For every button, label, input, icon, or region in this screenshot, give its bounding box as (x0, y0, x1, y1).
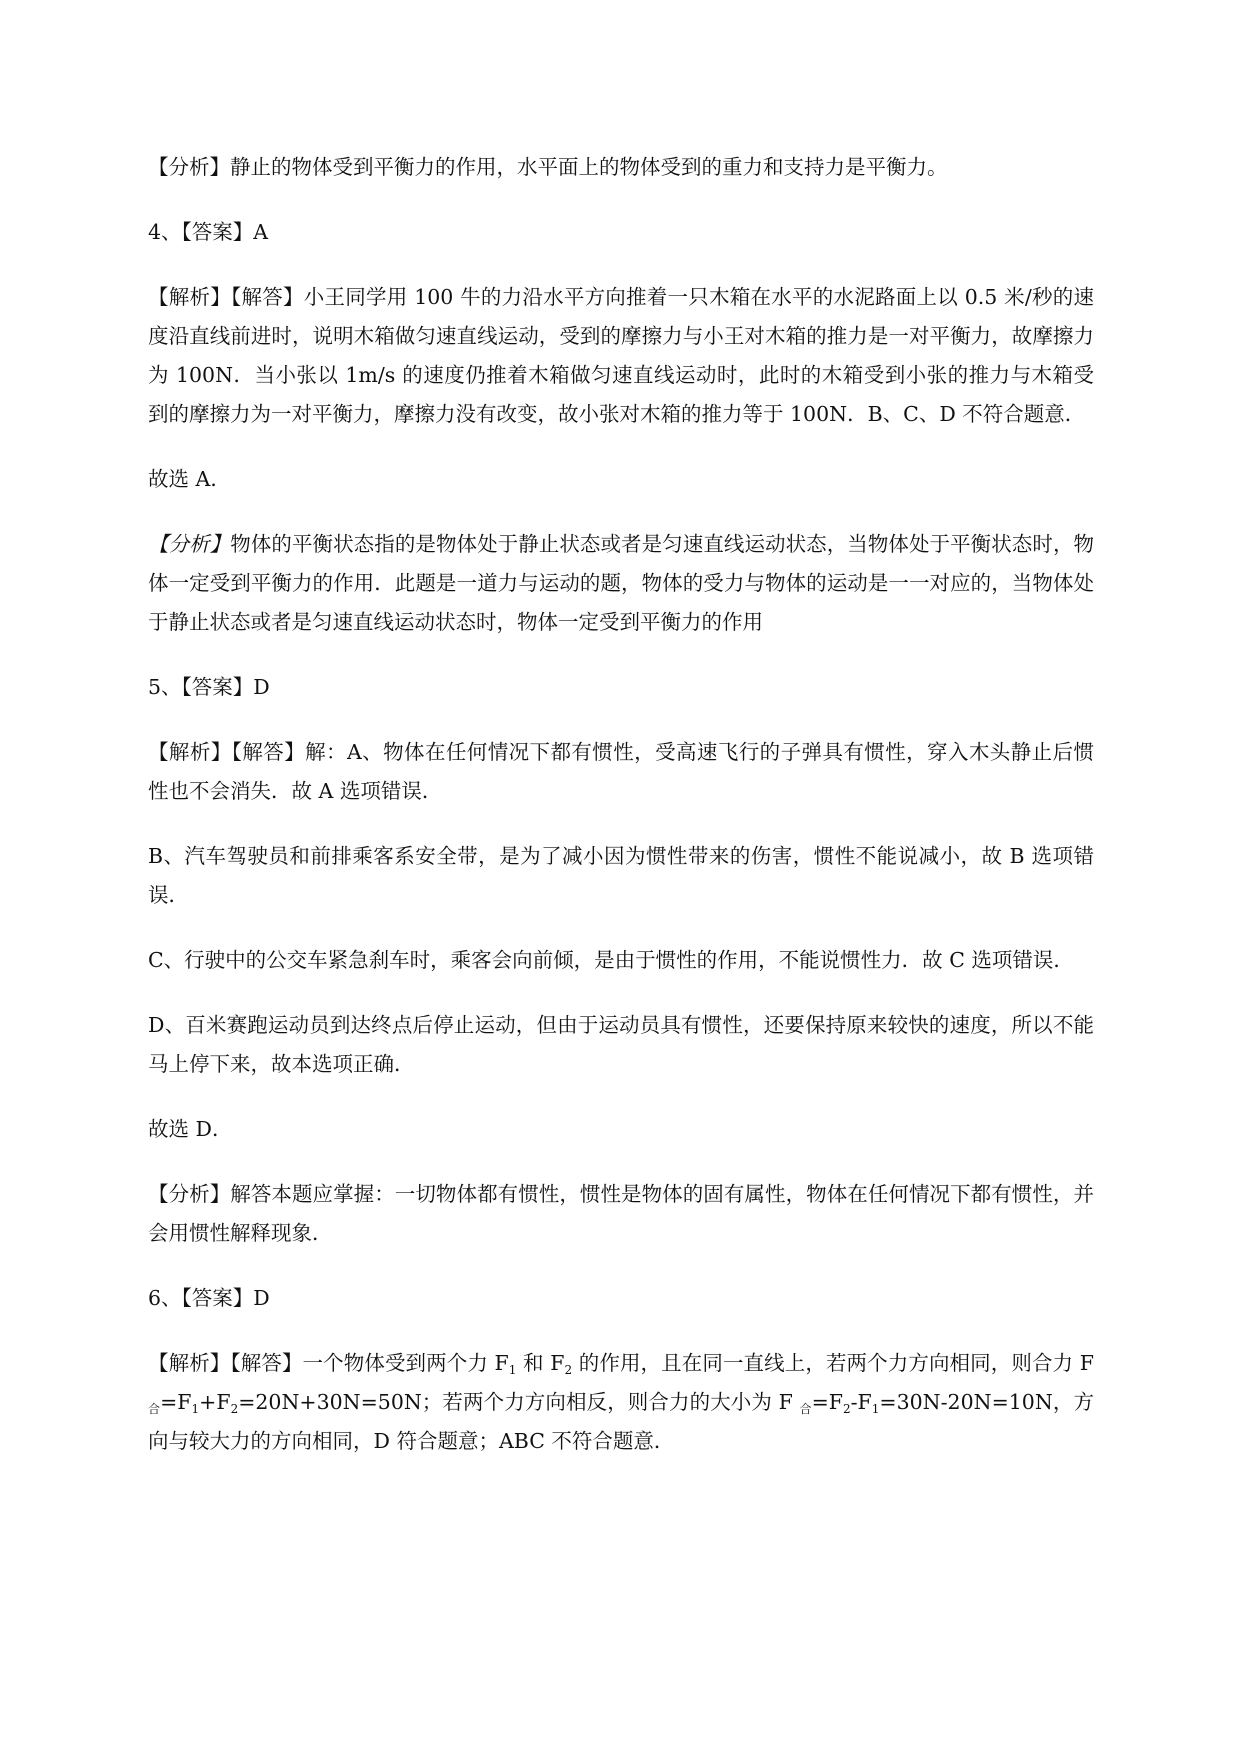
q6-text: 和 F (516, 1351, 565, 1375)
spacer (148, 1318, 1094, 1344)
choice-line-q5: 故选 D． (148, 1117, 233, 1141)
spacer (148, 707, 1094, 733)
answer-heading-q5: 5、【答案】D (148, 675, 270, 699)
spacer (148, 642, 1094, 668)
answer-heading-q4: 4、【答案】A (148, 220, 269, 244)
spacer (148, 252, 1094, 278)
q6-text: =F (160, 1390, 192, 1414)
q6-subscript: 合 (799, 1402, 812, 1416)
spacer (148, 915, 1094, 941)
explanation-paragraph-q5-c: C、行驶中的公交车紧急刹车时，乘客会向前倾，是由于惯性的作用，不能说惯性力．故 C 选项错误． (148, 948, 1074, 972)
q6-text: 【解析】【解答】一个物体受到两个力 F (148, 1351, 509, 1375)
q6-subscript: 2 (842, 1402, 851, 1416)
analysis-text: 物体的平衡状态指的是物体处于静止状态或者是匀速直线运动状态，当物体处于平衡状态时，物体一定受到平衡力的作用．此题是一道力与运动的题，物体的受力与物体的运动是一一对应的，当物体处于静止状态或者是匀速直线运动状态时，物体一定受到平衡力的作用 (148, 532, 1095, 634)
q6-subscript: 合 (148, 1402, 161, 1416)
q6-subscript: 2 (230, 1402, 239, 1416)
q6-subscript: 1 (191, 1402, 200, 1416)
spacer (148, 1149, 1094, 1175)
q6-subscript: 2 (564, 1363, 573, 1377)
analysis-label: 【分析】 (148, 532, 231, 556)
spacer (148, 811, 1094, 837)
explanation-paragraph-q5-a: 【解析】【解答】解：A、物体在任何情况下都有惯性，受高速飞行的子弹具有惯性，穿入木头静止后惯性也不会消失．故 A 选项错误． (148, 740, 1094, 803)
q6-text: 的作用，且在同一直线上，若两个力方向相同，则合力 F (572, 1351, 1094, 1375)
spacer (148, 499, 1094, 525)
q6-text: -F (850, 1390, 872, 1414)
answer-heading-q6: 6、【答案】D (148, 1286, 270, 1310)
q6-subscript: 1 (871, 1402, 880, 1416)
spacer (148, 980, 1094, 1006)
spacer (148, 187, 1094, 213)
q6-subscript: 1 (508, 1363, 517, 1377)
spacer (148, 1084, 1094, 1110)
explanation-paragraph-q5-d: D、百米赛跑运动员到达终点后停止运动，但由于运动员具有惯性，还要保持原来较快的速度，所以不能马上停下来，故本选项正确． (148, 1013, 1094, 1076)
spacer (148, 1253, 1094, 1279)
explanation-paragraph-q4: 【解析】【解答】小王同学用 100 牛的力沿水平方向推着一只木箱在水平的水泥路面上以 0.5 米/秒的速度沿直线前进时，说明木箱做匀速直线运动，受到的摩擦力与小王对木箱的推力是一对平衡力，故摩擦力为 100N．当小张以 1m/s 的速度仍推着木箱做匀速直线运动时，此时的木箱受到小张的推力与木箱受到的摩擦力为一对平衡力，摩擦力没有改变，故小张对木箱的推力等于 100N．B、C、D 不符合题意． (148, 285, 1094, 426)
analysis-paragraph-q3: 【分析】静止的物体受到平衡力的作用，水平面上的物体受到的重力和支持力是平衡力。 (148, 155, 948, 179)
explanation-paragraph-q5-b: B、汽车驾驶员和前排乘客系安全带，是为了减小因为惯性带来的伤害，惯性不能说减小，故 B 选项错误． (148, 844, 1094, 907)
q6-text: +F (199, 1390, 231, 1414)
document-page (148, 148, 1094, 1461)
choice-line-q4: 故选 A． (148, 467, 231, 491)
q6-text: =30N-20N=10N，方向与较大力的方向相同，D 符合题意；ABC 不符合题意． (148, 1390, 1094, 1453)
analysis-paragraph-q4 (148, 525, 1094, 642)
q6-text: =F (811, 1390, 843, 1414)
q6-text: =20N+30N=50N；若两个力方向相反，则合力的大小为 F (238, 1390, 800, 1414)
analysis-paragraph-q5: 【分析】解答本题应掌握：一切物体都有惯性，惯性是物体的固有属性，物体在任何情况下都有惯性，并会用惯性解释现象． (148, 1182, 1094, 1245)
spacer (148, 434, 1094, 460)
explanation-paragraph-q6 (148, 1344, 1094, 1461)
